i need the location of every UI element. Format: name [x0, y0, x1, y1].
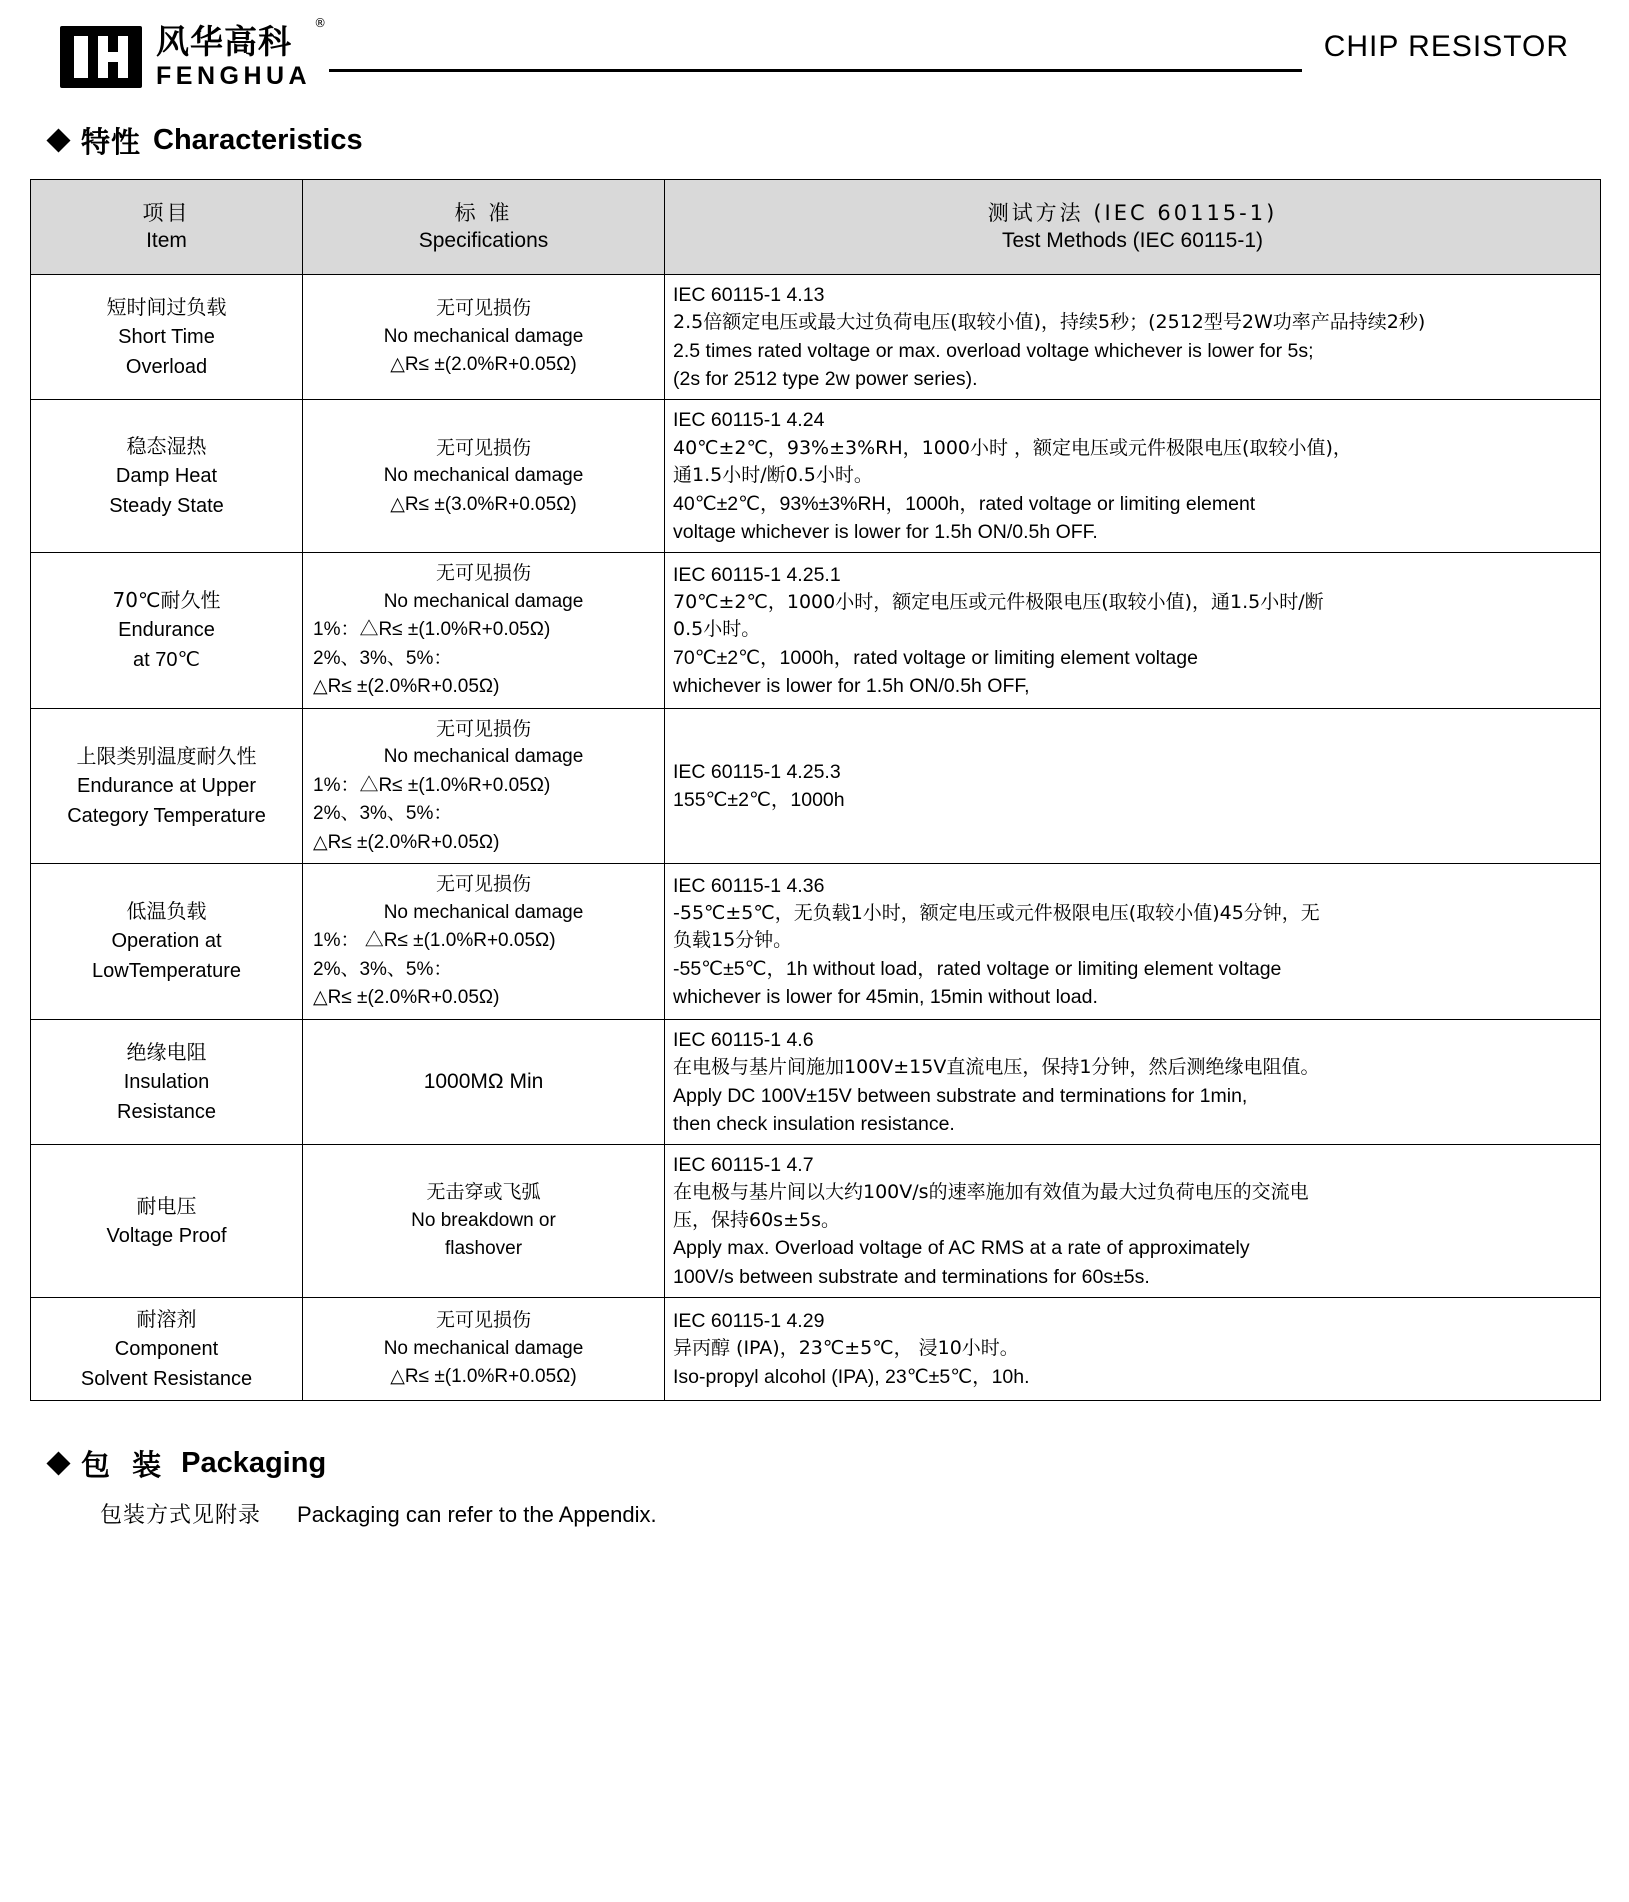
spec-cn: 无击穿或飞弧	[426, 1181, 541, 1204]
spec-en: No mechanical damage	[383, 590, 584, 612]
row-spec	[303, 1145, 665, 1298]
item-en-1: Damp Heat	[115, 465, 218, 488]
test-line: whichever is lower for 1.5h ON/0.5h OFF,	[673, 675, 1030, 698]
test-line: -55℃±5℃，无负载1小时，额定电压或元件极限电压(取较小值)45分钟，无	[673, 901, 1320, 924]
test-line: 40℃±2℃，93%±3%RH，1000h，rated voltage or limiting element	[673, 492, 1256, 515]
item-en-1: Endurance	[118, 619, 215, 642]
diamond-bullet-icon	[46, 1451, 70, 1475]
header-divider	[329, 69, 1302, 72]
item-en-1: Insulation	[123, 1070, 210, 1093]
row-item	[31, 1145, 303, 1298]
test-line: Iso-propyl alcohol (IPA), 23℃±5℃，10h.	[673, 1365, 1030, 1388]
item-cn: 70℃耐久性	[112, 588, 221, 613]
characteristics-table	[30, 179, 1601, 1401]
test-line: 通1.5小时/断0.5小时。	[673, 464, 873, 487]
item-en-2: Solvent Resistance	[80, 1367, 253, 1390]
logo-english-label: FENGHUA	[156, 62, 312, 90]
row-test	[665, 553, 1601, 709]
table-header	[31, 180, 1601, 275]
spec-cn: 无可见损伤	[435, 1309, 531, 1332]
test-line: 异丙醇 (IPA)，23℃±5℃， 浸10小时。	[673, 1337, 1019, 1360]
test-line: 70℃±2℃，1000小时，额定电压或元件极限电压(取较小值)，通1.5小时/断	[673, 590, 1324, 613]
characteristics-heading	[50, 120, 1599, 161]
row-test	[665, 1145, 1601, 1298]
column-header-item-en: Item	[146, 229, 187, 252]
spec-line: △R≤ ±(2.0%R+0.05Ω)	[313, 987, 500, 1009]
test-line: 155℃±2℃，1000h	[673, 788, 845, 811]
test-line: IEC 60115-1 4.6	[673, 1028, 814, 1051]
spec-cn: 无可见损伤	[435, 873, 531, 896]
item-cn: 稳态湿热	[126, 434, 207, 459]
page-title: CHIP RESISTOR	[1323, 30, 1569, 63]
row-test	[665, 1019, 1601, 1144]
test-line: -55℃±5℃，1h without load，rated voltage or limiting element voltage	[673, 957, 1282, 980]
item-cn: 耐电压	[136, 1194, 197, 1219]
table-row	[31, 400, 1601, 553]
packaging-heading	[50, 1443, 1599, 1484]
fenghua-logo-icon	[60, 26, 142, 88]
column-header-item-cn: 项目	[142, 200, 191, 225]
row-item	[31, 864, 303, 1020]
column-header-spec-en: Specifications	[418, 229, 549, 252]
item-en-1: Endurance at Upper	[76, 774, 256, 797]
characteristics-heading-cn: 特性	[81, 125, 142, 159]
column-header-specifications	[303, 180, 665, 275]
row-test	[665, 275, 1601, 400]
table-row	[31, 553, 1601, 709]
spec-line: 2%、3%、5%：	[313, 958, 453, 980]
item-cn: 上限类别温度耐久性	[76, 743, 257, 768]
packaging-heading-en: Packaging	[181, 1446, 327, 1479]
test-line: IEC 60115-1 4.25.1	[673, 563, 841, 586]
table-body	[31, 275, 1601, 1401]
table-row	[31, 1019, 1601, 1144]
column-header-test-cn: 测试方法 (IEC 60115-1)	[987, 200, 1278, 225]
test-line: (2s for 2512 type 2w power series).	[673, 368, 978, 391]
logo-chinese-label: 风华高科	[156, 22, 292, 61]
spec-extra: △R≤ ±(1.0%R+0.05Ω)	[390, 1366, 577, 1388]
item-en-2: Resistance	[117, 1100, 216, 1123]
spec-line: △R≤ ±(2.0%R+0.05Ω)	[313, 676, 500, 698]
row-spec	[303, 864, 665, 1020]
spec-en: No mechanical damage	[383, 1337, 584, 1359]
row-spec	[303, 708, 665, 864]
test-line: IEC 60115-1 4.36	[673, 874, 825, 897]
item-en-1: Short Time	[118, 326, 215, 349]
company-logo	[60, 16, 328, 90]
spec-cn: 无可见损伤	[435, 297, 531, 320]
spec-en: No mechanical damage	[383, 901, 584, 923]
row-item	[31, 400, 303, 553]
test-line: 在电极与基片间以大约100V/s的速率施加有效值为最大过负荷电压的交流电	[673, 1181, 1309, 1204]
characteristics-heading-en: Characteristics	[153, 124, 363, 156]
row-spec	[303, 400, 665, 553]
item-en-1: Voltage Proof	[106, 1225, 227, 1248]
item-en-1: Component	[114, 1337, 219, 1360]
item-en-2: Steady State	[109, 495, 224, 518]
column-header-test-en: Test Methods (IEC 60115-1)	[1001, 229, 1264, 252]
test-line: 100V/s between substrate and terminations for 60s±5s.	[673, 1265, 1150, 1288]
row-spec	[303, 1297, 665, 1400]
table-row	[31, 1145, 1601, 1298]
row-item	[31, 1297, 303, 1400]
row-test	[665, 708, 1601, 864]
item-en-1: Operation at	[111, 930, 222, 953]
spec-line: 1%： △R≤ ±(1.0%R+0.05Ω)	[313, 930, 556, 952]
packaging-note	[100, 1498, 1599, 1529]
row-test	[665, 864, 1601, 1020]
spec-line: △R≤ ±(2.0%R+0.05Ω)	[313, 831, 500, 853]
spec-line: 1%：△R≤ ±(1.0%R+0.05Ω)	[313, 619, 551, 641]
test-line: 0.5小时。	[673, 618, 761, 641]
row-spec	[303, 553, 665, 709]
row-item	[31, 553, 303, 709]
test-line: voltage whichever is lower for 1.5h ON/0.5h OFF.	[673, 520, 1098, 543]
spec-en: No mechanical damage	[383, 325, 584, 347]
spec-extra: △R≤ ±(2.0%R+0.05Ω)	[390, 354, 577, 376]
logo-text	[156, 16, 328, 90]
item-cn: 低温负载	[126, 899, 207, 924]
item-cn: 短时间过负载	[106, 295, 227, 320]
spec-cn: 无可见损伤	[435, 436, 531, 459]
row-test	[665, 1297, 1601, 1400]
packaging-note-cn: 包装方式见附录	[100, 1502, 262, 1528]
test-line: 40℃±2℃，93%±3%RH，1000小时 ，额定电压或元件极限电压(取较小值)，	[673, 436, 1352, 459]
row-item	[31, 275, 303, 400]
table-row	[31, 708, 1601, 864]
test-line: IEC 60115-1 4.7	[673, 1154, 814, 1177]
row-test	[665, 400, 1601, 553]
spec-line: 1%：△R≤ ±(1.0%R+0.05Ω)	[313, 774, 551, 796]
column-header-spec-cn: 标 准	[454, 200, 513, 225]
spec-extra: △R≤ ±(3.0%R+0.05Ω)	[390, 493, 577, 515]
spec-line: 2%、3%、5%：	[313, 803, 453, 825]
test-line: 在电极与基片间施加100V±15V直流电压，保持1分钟，然后测绝缘电阻值。	[673, 1056, 1320, 1078]
spec-en: No mechanical damage	[383, 746, 584, 768]
spec-cn: 无可见损伤	[435, 562, 531, 585]
item-cn: 绝缘电阻	[126, 1039, 207, 1064]
row-item	[31, 1019, 303, 1144]
column-header-test-methods	[665, 180, 1601, 275]
table-row	[31, 275, 1601, 400]
test-line: IEC 60115-1 4.13	[673, 284, 825, 306]
test-line: then check insulation resistance.	[673, 1112, 955, 1135]
page-header	[30, 0, 1599, 92]
test-line: Apply DC 100V±15V between substrate and terminations for 1min,	[673, 1084, 1248, 1107]
test-line: IEC 60115-1 4.24	[673, 409, 825, 432]
spec-extra: flashover	[444, 1238, 523, 1260]
table-row	[31, 1297, 1601, 1400]
test-line: IEC 60115-1 4.29	[673, 1309, 825, 1332]
item-en-2: at 70℃	[133, 649, 200, 672]
table-header-row	[31, 180, 1601, 275]
item-en-2: Category Temperature	[67, 804, 266, 827]
logo-chinese-name	[156, 16, 328, 61]
test-line: IEC 60115-1 4.25.3	[673, 760, 841, 783]
row-spec	[303, 1019, 665, 1144]
spec-en: 1000MΩ Min	[423, 1070, 544, 1094]
test-line: 2.5倍额定电压或最大过负荷电压(取较小值)，持续5秒；(2512型号2W功率产品持续2秒)	[673, 311, 1426, 334]
test-line: 压，保持60s±5s。	[673, 1208, 840, 1231]
item-en-2: Overload	[125, 356, 208, 379]
item-en-2: LowTemperature	[92, 960, 241, 983]
test-line: 负载15分钟。	[673, 929, 793, 952]
item-cn: 耐溶剂	[136, 1306, 197, 1331]
spec-en: No mechanical damage	[383, 465, 584, 487]
row-item	[31, 708, 303, 864]
spec-en: No breakdown or	[411, 1209, 556, 1231]
packaging-note-en: Packaging can refer to the Appendix.	[297, 1501, 657, 1527]
test-line: whichever is lower for 45min, 15min without load.	[673, 986, 1098, 1009]
table-row	[31, 864, 1601, 1020]
registered-trademark-icon: ®	[314, 16, 328, 30]
spec-line: 2%、3%、5%：	[313, 647, 453, 669]
test-line: Apply max. Overload voltage of AC RMS at a rate of approximately	[673, 1237, 1250, 1260]
packaging-heading-cn: 包 装	[81, 1447, 168, 1482]
column-header-item	[31, 180, 303, 275]
spec-cn: 无可见损伤	[435, 717, 531, 740]
test-line: 70℃±2℃，1000h，rated voltage or limiting element voltage	[673, 646, 1198, 669]
row-spec	[303, 275, 665, 400]
diamond-bullet-icon	[46, 128, 70, 152]
test-line: 2.5 times rated voltage or max. overload voltage whichever is lower for 5s;	[673, 339, 1314, 362]
